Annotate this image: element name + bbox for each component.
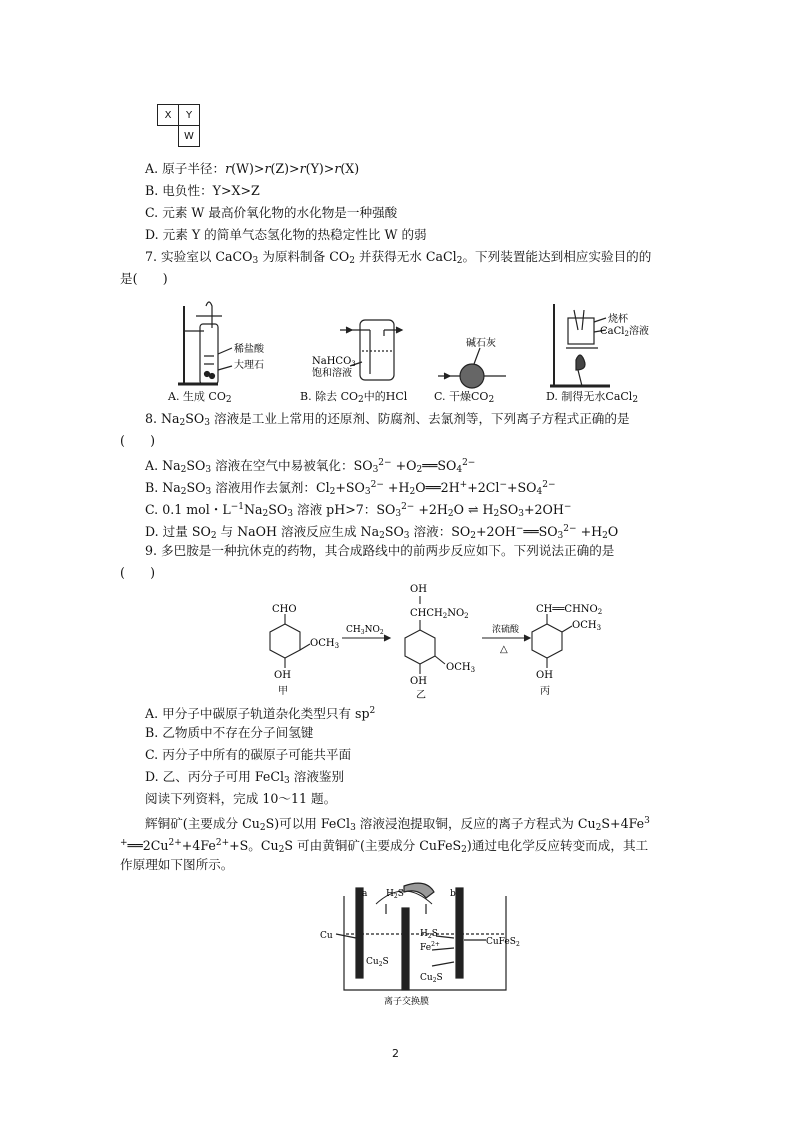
electrode-label-a: a [362, 889, 368, 899]
reading-intro: 阅读下列资料，完成 10～11 题。 [145, 791, 337, 806]
reagent-conc-h2so4: 浓硫酸 [492, 625, 520, 635]
grid-cell-y: Y [178, 104, 200, 126]
q7-caption-d: D. 制得无水CaCl$_2$ [546, 390, 639, 405]
reading-paragraph-line3: 作原理如下图所示。 [120, 857, 234, 872]
label-jia: 甲 [278, 686, 288, 697]
label-nahco3: NaHCO$_3$ [312, 356, 356, 368]
label-h2s-top: $H_2S$ [386, 889, 404, 900]
q9-option-a: A. 甲分子中碳原子轨道杂化类型只有 $sp^2$ [145, 706, 376, 721]
q9-reaction-scheme [250, 580, 630, 700]
label-cu2s-right: $Cu_2S$ [420, 973, 443, 984]
q8-option-c: C. 0.1 mol・$L^{-1}Na_2SO_3$ 溶液 pH>7：$SO_3^{2-} +2H_2O$ ⇌ $H_2SO_3+2OH^-$ [145, 502, 572, 519]
label-cufes2: CuFeS$_2$ [486, 937, 520, 948]
q9-stem-line1: 9. 多巴胺是一种抗休克的药物，其合成路线中的前两步反应如下。下列说法正确的是 [145, 543, 615, 558]
label-fe2: $Fe^{2+}$ [420, 941, 440, 953]
label-marble: 大理石 [234, 360, 264, 371]
q8-option-d: D. 过量 $SO_2$ 与 NaOH 溶液反应生成 $Na_2SO_3$ 溶液：$SO_2+2OH^-══SO_3^{2-} +H_2O$ [145, 524, 619, 541]
q8-option-b: B. $Na_2SO_3$ 溶液用作去氯剂：$Cl_2+SO_3^{2-}$ $+H_2O══2H^++2Cl^-+SO_4^{2-}$ [145, 480, 556, 497]
yi-oh-top: OH [410, 584, 427, 595]
label-cu2s-left: $Cu_2S$ [366, 957, 389, 968]
q9-stem-line2: ( ) [120, 565, 156, 580]
label-h2s: $H_2S$ [420, 929, 438, 940]
q6-option-c: C. 元素 W 最高价氧化物的水化物是一种强酸 [145, 205, 398, 220]
jia-och3: $OCH_3$ [310, 638, 340, 650]
grid-cell-w: W [178, 125, 200, 147]
q6-option-d: D. 元素 Y 的简单气态氢化物的热稳定性比 W 的弱 [145, 227, 427, 242]
yi-oh: OH [410, 676, 427, 687]
label-ion-exchange-membrane: 离子交换膜 [384, 997, 430, 1007]
q7-caption-c: C. 干燥$CO_2$ [434, 390, 495, 405]
q8-option-a: A. $Na_2SO_3$ 溶液在空气中易被氧化：$SO_3^{2-}$ $+O_2══SO_4^{2-}$ [145, 458, 476, 475]
bing-oh: OH [536, 670, 553, 681]
q9-option-c: C. 丙分子中所有的碳原子可能共平面 [145, 747, 352, 762]
reagent-ch3no2: $CH_3NO_2$ [346, 625, 384, 636]
yi-och3: $OCH_3$ [446, 662, 476, 674]
jia-oh: OH [274, 670, 291, 681]
q8-stem-line1: 8. $Na_2SO_3$ 溶液是工业上常用的还原剂、防腐剂、去氯剂等，下列离子方程式正确的是 [145, 411, 630, 428]
bing-ch-chno2: $CH══CHNO_2$ [536, 604, 603, 616]
jia-cho: CHO [272, 604, 297, 615]
reading-paragraph-line1: 辉铜矿(主要成分 $Cu_2S$)可以用 FeCl$_3$ 溶液浸泡提取铜，反应的离子方程式为 $Cu_2S+4Fe^3$ [145, 816, 650, 833]
q7-caption-b: B. 除去 $CO_2$中的HCl [300, 390, 408, 405]
label-beaker: 烧杯 [608, 314, 628, 325]
q7-stem-line2: 是( ) [120, 271, 168, 286]
electrolysis-cell-diagram [316, 878, 546, 1010]
q6-option-b: B. 电负性：Y>X>Z [145, 183, 260, 198]
yi-chch2no2: $CHCH_2NO_2$ [410, 608, 469, 620]
q8-stem-line2: ( ) [120, 433, 156, 448]
label-cu: Cu [320, 931, 333, 941]
q9-option-d: D. 乙、丙分子可用 FeCl$_3$ 溶液鉴别 [145, 769, 345, 786]
bing-och3: $OCH_3$ [572, 620, 602, 632]
label-cacl2-solution: CaCl$_2$溶液 [600, 326, 649, 338]
grid-cell-x: X [157, 104, 179, 126]
q6-option-a: A. 原子半径：r(W)>r(Z)>r(Y)>r(X) [145, 161, 360, 176]
label-soda-lime: 碱石灰 [466, 338, 496, 349]
label-dilute-hcl: 稀盐酸 [234, 344, 264, 355]
page-number: 2 [392, 1047, 399, 1060]
q7-stem-line1: 7. 实验室以 CaCO$_3$ 为原料制备 $CO_2$ 并获得无水 CaCl$_2$。下列装置能达到相应实验目的的 [145, 249, 652, 266]
label-yi: 乙 [416, 690, 426, 700]
reading-paragraph-line2: $^+══2Cu^{2+}+4Fe^{2+}+S$。$Cu_2S$ 可由黄铜矿(主要成分 CuFeS$_2$)通过电化学反应转变而成，其工 [120, 838, 649, 855]
q7-caption-a: A. 生成 $CO_2$ [168, 390, 232, 405]
label-bing: 丙 [540, 686, 550, 697]
q9-option-b: B. 乙物质中不存在分子间氢键 [145, 725, 314, 740]
heat-symbol: △ [500, 644, 508, 655]
label-saturated-solution: 饱和溶液 [312, 368, 352, 379]
electrode-label-b: b [450, 889, 456, 899]
